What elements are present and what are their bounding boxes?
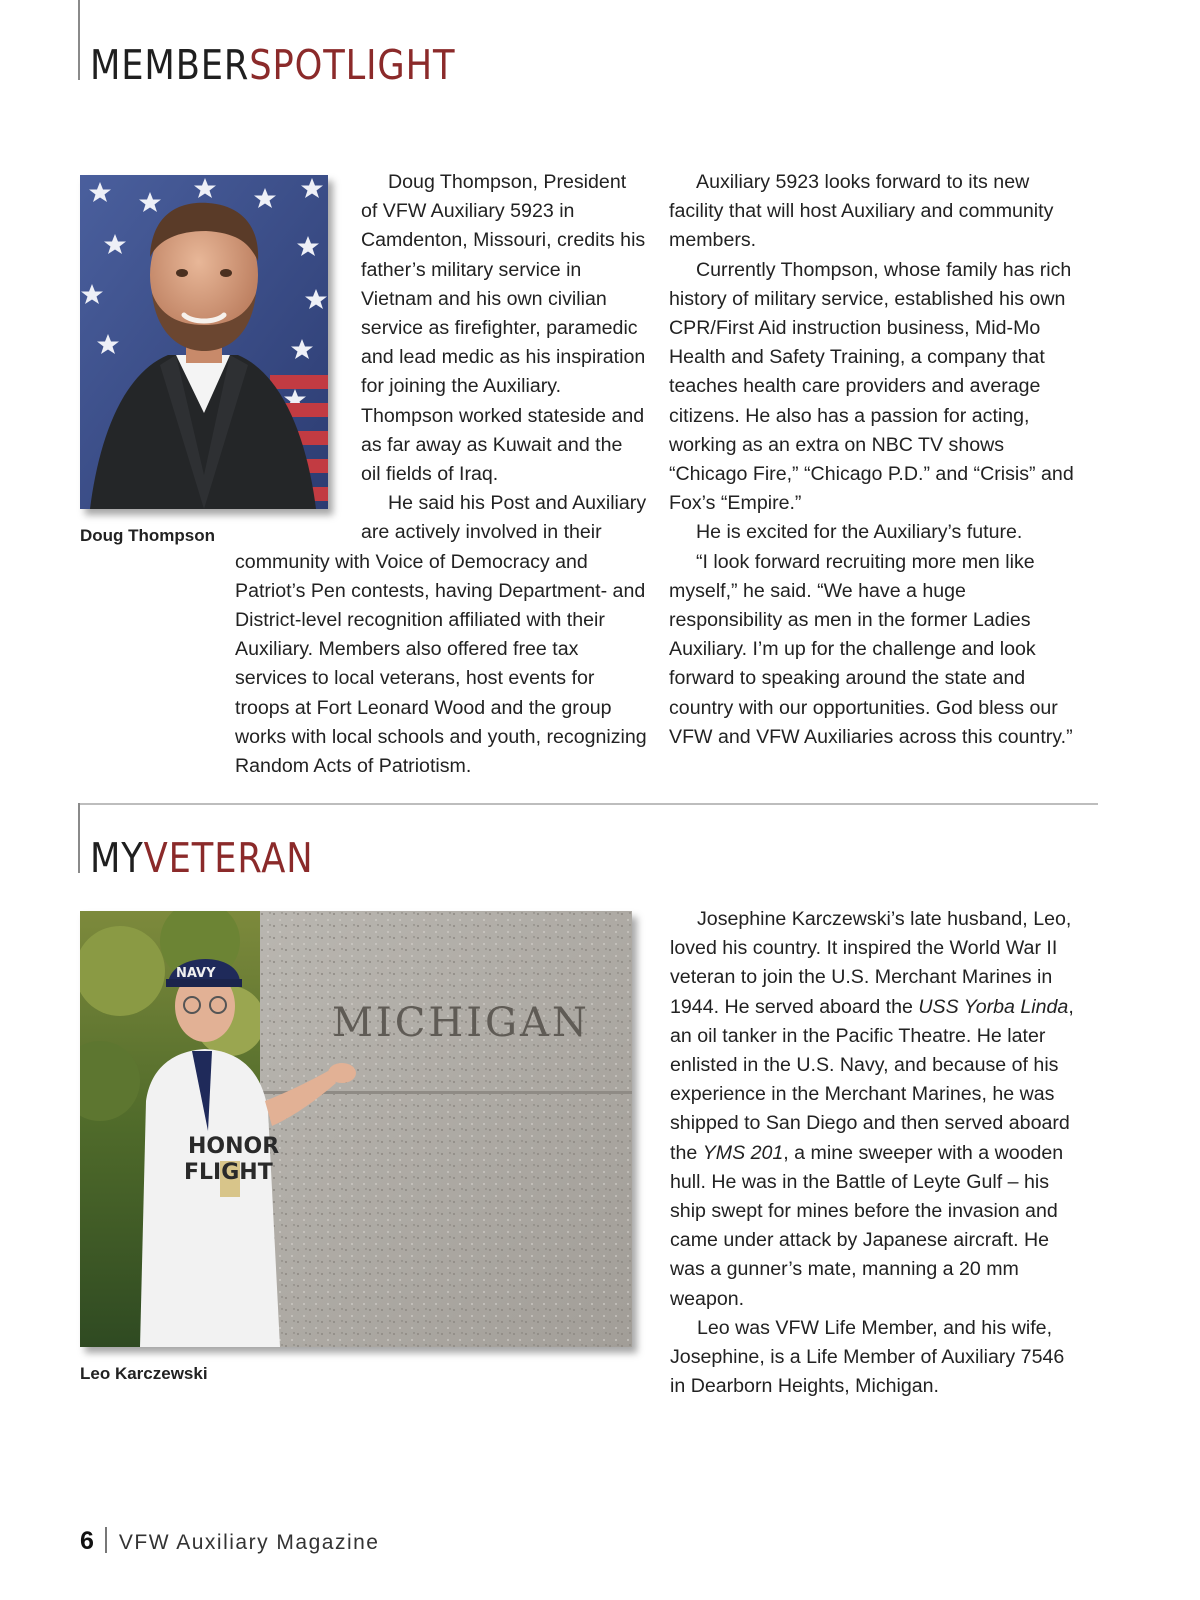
- doug-thompson-caption: Doug Thompson: [80, 526, 216, 545]
- shirt-text-line2: FLIGHT: [184, 1160, 273, 1185]
- leo-karczewski-photo: [80, 911, 632, 1347]
- spotlight-column-2: [669, 168, 1075, 752]
- veteran-rule: [78, 803, 80, 873]
- spotlight-column-1: [235, 168, 647, 781]
- leo-karczewski-caption: Leo Karczewski: [80, 1364, 208, 1383]
- page-footer: [80, 1527, 379, 1556]
- photo-float-spacer: [235, 168, 361, 532]
- shirt-text-line1: HONOR: [188, 1134, 280, 1159]
- spotlight-col2-paragraph: Auxiliary 5923 looks forward to its new facility that will host Auxiliary and community members.: [669, 171, 1054, 252]
- ship-name: USS Yorba Linda: [918, 995, 1069, 1018]
- veteran-paragraph: Leo was VFW Life Member, and his wife, Josephine, is a Life Member of Auxiliary 7546 in Dearborn Heights, Michigan.: [670, 1316, 1065, 1398]
- veteran-column: [670, 905, 1082, 1401]
- spotlight-col2-paragraph: He is excited for the Auxiliary’s future.: [696, 521, 1023, 544]
- spotlight-col1-paragraph: He said his Post and Auxiliary are actively involved in their community with Voice of Democracy and Patriot’s Pen contests, having Department- and District-level recognition affiliated with their Auxiliary. Members also offered free tax services to local veterans, host events for troops at Fort Leonard Wood and the group works with local schools and youth, recognizing Random Acts of Patriotism.: [235, 492, 647, 778]
- monument-text: MICHIGAN: [332, 1000, 590, 1046]
- section-divider: [78, 803, 1098, 805]
- footer-divider: [105, 1527, 107, 1553]
- magazine-name: VFW Auxiliary Magazine: [118, 1531, 380, 1554]
- spotlight-heading: [90, 41, 456, 89]
- veteran-heading: [90, 834, 314, 882]
- spotlight-heading-part1: MEMBER: [90, 41, 250, 89]
- ship-name: YMS 201: [702, 1141, 784, 1164]
- veteran-text: , an oil tanker in the Pacific Theatre. He later enlisted in the U.S. Navy, and because of his experience in the Merchant Marines, he was shipped to San Diego and then served aboard the: [670, 995, 1074, 1164]
- veteran-heading-part1: MY: [90, 834, 144, 882]
- spotlight-col1-paragraph: Doug Thompson, President of VFW Auxiliary 5923 in Camdenton, Missouri, credits his father’s military service in Vietnam and his own civilian service as firefighter, paramedic and lead medic as his inspiration for joining the Auxiliary. Thompson worked stateside and as far away as Kuwait and the oil fields of Iraq.: [361, 171, 646, 486]
- veteran-paragraph: [670, 905, 1082, 1314]
- spotlight-rule: [78, 0, 80, 80]
- spotlight-col2-paragraph: “I look forward recruiting more men like myself,” he said. “We have a huge responsibility as men in the former Ladies Auxiliary. I’m up for the challenge and look forward to speaking around the state and country with our opportunities. God bless our VFW and VFW Auxiliaries across this country.”: [669, 550, 1073, 748]
- veteran-text: , a mine sweeper with a wooden hull. He was in the Battle of Leyte Gulf – his ship swept for mines before the invasion and came under attack by Japanese aircraft. He was a gunner’s mate, manning a 20 mm weapon.: [670, 1141, 1064, 1310]
- spotlight-col2-paragraph: Currently Thompson, whose family has rich history of military service, established his own CPR/First Aid instruction business, Mid-Mo Health and Safety Training, a company that teaches health care providers and average citizens. He also has a passion for acting, working as an extra on NBC TV shows “Chicago Fire,” “Chicago P.D.” and “Crisis” and Fox’s “Empire.”: [669, 258, 1074, 515]
- veteran-text: Josephine Karczewski’s late husband, Leo, loved his country. It inspired the World War II veteran to join the U.S. Merchant Marines in 1944. He served aboard the: [670, 908, 1072, 1018]
- cap-text: NAVY: [176, 966, 216, 981]
- veteran-heading-part2: VETERAN: [143, 834, 314, 882]
- page-number: 6: [80, 1527, 96, 1555]
- spotlight-heading-part2: SPOTLIGHT: [249, 41, 456, 89]
